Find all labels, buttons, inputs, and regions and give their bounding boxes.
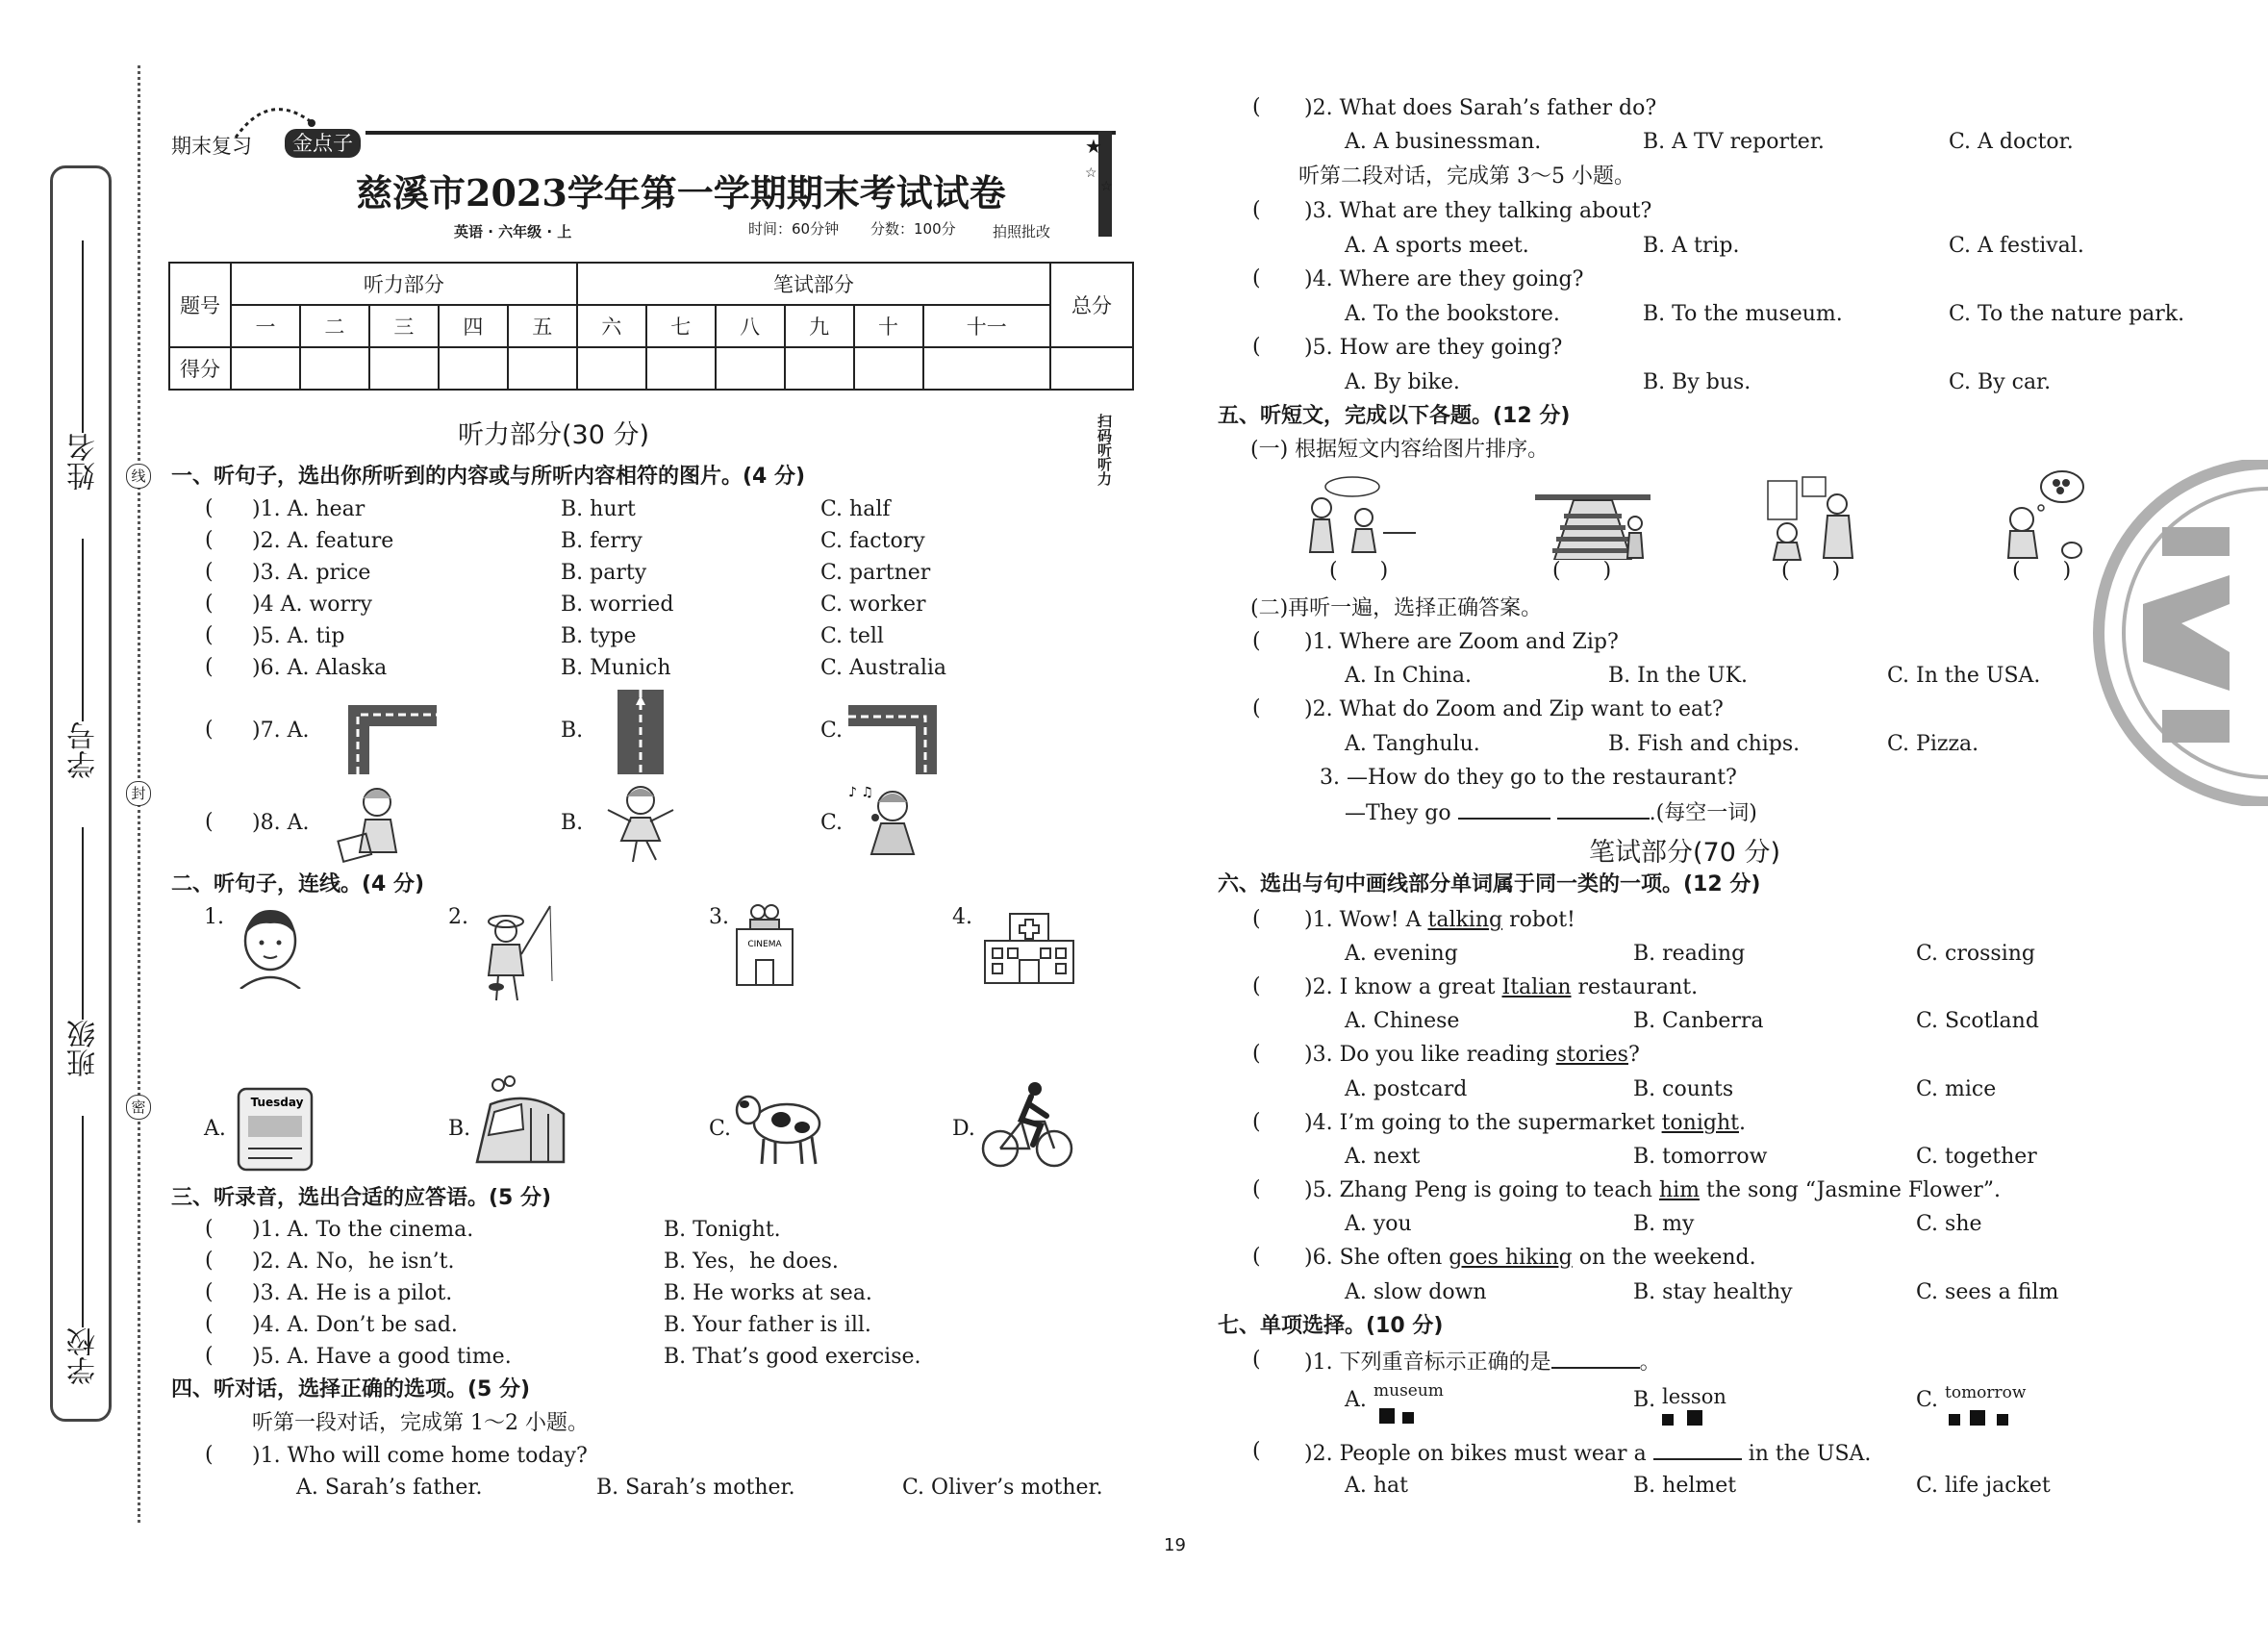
s4-q2-option-b[interactable]: B. A TV reporter. [1643,130,1825,154]
score-table-col: 七 [646,305,716,347]
stress-mark-weak [1997,1414,2008,1426]
stress-mark-weak [1949,1414,1960,1426]
section-5-title: 五、听短文，完成以下各题。(12 分) [1218,404,1571,428]
s4-q5-options [0,369,2268,396]
s5-order-blank-1[interactable]: ( ) [1329,559,1389,583]
s6-q4-underlined: tonight [1661,1111,1739,1135]
seal-mark-secret: 密 [126,1095,151,1120]
s2-num-1: 1. [204,905,224,929]
s5-q2-row: ( )2. What do Zoom and Zip want to eat? [1252,696,1724,721]
s6-q1-underlined: talking [1427,908,1503,932]
s6-q1-option-a[interactable]: A. evening [1345,942,1458,966]
stress-mark-weak [1662,1414,1674,1426]
s3-row: ( )1. A. To the cinema. B. Tonight. [205,1217,781,1242]
girl-singing-icon [846,779,933,866]
s1-row: ( )4 A. worry B. worried C. worker [205,592,926,617]
score-table-col: 四 [439,305,508,347]
s4-q3-row: ( )3. What are they talking about? [1252,198,1652,223]
s1-option-c[interactable]: C. partner [820,561,931,585]
s3-row: ( )2. A. No，he isn’t. B. Yes，he does. [205,1249,839,1274]
s4-part2: 听第二段对话，完成第 3～5 小题。 [1298,164,1635,189]
exam-title: 慈溪市2023学年第一学期期末考试试卷 [356,171,1006,215]
s6-q3-underlined: stories [1555,1043,1628,1067]
s1-row: ( )1. A. hear B. hurt C. half [205,496,891,521]
s2-num-3: 3. [709,905,729,929]
s5-q2-option-c[interactable]: C. Pizza. [1887,732,1979,756]
s4-q2-option-a[interactable]: A. A businessman. [1345,130,1542,154]
s1-q7-option-b[interactable]: B. [561,719,584,743]
binding-name-label: 姓名 [67,433,101,491]
star-icon: ★ [1085,135,1102,158]
s4-part1: 听第一段对话，完成第 1～2 小题。 [252,1411,589,1435]
s6-q3-row: ( )3. Do you like reading stories? [1252,1042,1640,1067]
section-7-title: 七、单项选择。(10 分) [1218,1314,1444,1338]
score-table-col: 三 [369,305,439,347]
s6-q4-option-a[interactable]: A. next [1345,1145,1421,1169]
s6-q4-options [0,1144,2268,1171]
s5-q3-answer-suffix: .(每空一词) [1649,801,1757,825]
s4-q3-options [0,233,2268,260]
s6-q5-option-b[interactable]: B. my [1633,1212,1695,1236]
s4-q3-option-c[interactable]: C. A festival. [1949,234,2084,258]
s2-num-4: 4. [952,905,972,929]
star-icon: ☆ [1100,179,1113,194]
s6-q5-option-c[interactable]: C. she [1916,1212,1982,1236]
s1-option-a[interactable]: )3. A. price [252,561,371,585]
s6-q4-option-b[interactable]: B. tomorrow [1633,1145,1768,1169]
s4-q1-text: )1. Who will come home today? [252,1444,588,1468]
s6-q6-option-a[interactable]: A. slow down [1345,1280,1487,1304]
s7-q1-option-b[interactable]: B. lesson [1633,1381,1768,1435]
s3-option-a[interactable]: )3. A. He is a pilot. [252,1281,453,1305]
s1-option-c[interactable]: C. Australia [820,656,947,680]
s3-option-b[interactable]: B. Tonight. [664,1218,781,1242]
s6-q6-option-b[interactable]: B. stay healthy [1633,1280,1793,1304]
s1-option-c[interactable]: C. tell [820,624,884,648]
s5-q3-blank-2[interactable] [1557,798,1650,820]
s6-q1-options [0,941,2268,968]
s1-option-a[interactable]: )5. A. tip [252,624,345,648]
s4-q5-text: )5. How are they going? [1304,336,1563,360]
stress-word-museum: museum [1373,1381,1444,1401]
s6-q6-option-c[interactable]: C. sees a film [1916,1280,2059,1304]
s4-q4-option-b[interactable]: B. To the museum. [1643,302,1843,326]
s5-part2: (二)再听一遍，选择正确答案。 [1250,596,1543,620]
section-1-title: 一、听句子，选出你所听到的内容或与所听内容相符的图片。(4 分) [171,465,806,489]
s1-q8-option-c[interactable]: C. [820,811,844,835]
scan-listen-label: 扫码听听力 [1096,414,1113,486]
s6-q5-underlined: him [1658,1178,1701,1202]
s5-q3-question: 3. —How do they go to the restaurant? [1320,766,1737,790]
s6-q6-row: ( )6. She often goes hiking on the weekend. [1252,1245,1756,1270]
score-table-col: 八 [716,305,785,347]
s1-option-b[interactable]: B. worried [561,593,674,617]
s1-option-b[interactable]: B. party [561,561,647,585]
s6-q2-option-b[interactable]: B. Canberra [1633,1009,1764,1033]
s6-q6-underlined: goes hiking [1449,1246,1573,1270]
girl-dancing-icon [602,781,679,864]
s3-option-b[interactable]: B. Yes，he does. [664,1250,839,1274]
scene-thinking-food-icon [1999,469,2095,562]
s3-option-a[interactable]: )5. A. Have a good time. [252,1345,512,1369]
s1-option-c[interactable]: C. half [820,497,891,521]
s6-q2-underlined: Italian [1501,975,1572,999]
s5-q1-option-b[interactable]: B. In the UK. [1608,664,1748,688]
scene-characters-talking-icon [1302,475,1418,558]
s5-q2-text: )2. What do Zoom and Zip want to eat? [1304,697,1724,721]
s4-q4-option-c[interactable]: C. To the nature park. [1949,302,2185,326]
score-table-col: 二 [300,305,369,347]
stress-mark-strong [1970,1410,1985,1426]
s6-q2-option-c[interactable]: C. Scotland [1916,1009,2039,1033]
score-table-written: 笔试部分 [577,263,1050,305]
s4-q5-row: ( )5. How are they going? [1252,335,1563,360]
s4-q2-text: )2. What does Sarah’s father do? [1304,96,1657,120]
listening-title: 听力部分(30 分) [458,420,650,450]
s4-q3-text: )3. What are they talking about? [1304,199,1652,223]
s4-q3-option-a[interactable]: A. A sports meet. [1345,234,1529,258]
score-table-total: 总分 [1050,263,1133,347]
s5-q1-option-c[interactable]: C. In the USA. [1887,664,2041,688]
s2-num-2: 2. [448,905,468,929]
s2-letter-b: B. [448,1117,471,1141]
s1-q7-option-a[interactable]: )7. A. [252,719,310,743]
s5-q1-row: ( )1. Where are Zoom and Zip? [1252,629,1619,654]
s7-q2-row: ( )2. People on bikes must wear a in the USA. [1252,1439,1872,1466]
s6-q5-option-a[interactable]: A. you [1345,1212,1412,1236]
s4-q5-option-b[interactable]: B. By bus. [1643,370,1751,394]
s7-q2-options [0,1473,2268,1500]
s3-option-a[interactable]: )4. A. Don’t be sad. [252,1313,458,1337]
s6-q3-option-a[interactable]: A. postcard [1345,1077,1468,1101]
score-table-col: 九 [785,305,854,347]
s1-q8-option-a[interactable]: )8. A. [252,811,310,835]
score-table-listening: 听力部分 [231,263,577,305]
s5-q3-answer-prefix: —They go [1345,801,1451,825]
s7-q1-option-c[interactable]: C. tomorrow [1916,1381,2070,1435]
s5-q2-option-b[interactable]: B. Fish and chips. [1608,732,1801,756]
s2-letter-c: C. [709,1117,732,1141]
s1-option-a[interactable]: )4 A. worry [252,593,372,617]
s5-order-blank-3[interactable]: ( ) [1781,559,1841,583]
girl-drawing-icon [337,781,417,864]
s6-q4-option-c[interactable]: C. together [1916,1145,2037,1169]
s1-option-b[interactable]: B. hurt [561,497,636,521]
s2-letter-d: D. [952,1117,975,1141]
s1-row: ( )2. A. feature B. ferry C. factory [205,528,925,553]
s3-option-b[interactable]: B. That’s good exercise. [664,1345,921,1369]
s3-option-a[interactable]: )1. A. To the cinema. [252,1218,474,1242]
s4-q2-option-c[interactable]: C. A doctor. [1949,130,2074,154]
s7-q2-option-a[interactable]: A. hat [1345,1474,1408,1498]
s5-part1: (一) 根据短文内容给图片排序。 [1250,438,1550,462]
s7-q2-blank[interactable] [1653,1439,1742,1460]
s6-q2-option-a[interactable]: A. Chinese [1345,1009,1460,1033]
s6-q5-row: ( )5. Zhang Peng is going to teach him the song “Jasmine Flower”. [1252,1177,2002,1202]
stress-mark-weak [1402,1412,1414,1424]
section-6-title: 六、选出与句中画线部分单词属于同一类的一项。(12 分) [1218,872,1761,896]
s5-q2-options [0,731,2268,758]
s1-option-c[interactable]: C. worker [820,593,926,617]
s2-letter-a: A. [204,1117,226,1141]
s3-option-b[interactable]: B. Your father is ill. [664,1313,871,1337]
s6-q1-row: ( )1. Wow! A talking robot! [1252,907,1575,932]
s4-q3-option-b[interactable]: B. A trip. [1643,234,1740,258]
s5-order-blank-2[interactable]: ( ) [1552,559,1612,583]
scene-city-people-icon [1764,475,1887,562]
score-table-col: 五 [508,305,577,347]
written-title: 笔试部分(70 分) [1589,838,1781,868]
page-number: 19 [1164,1535,1186,1555]
s4-q2-row: ( )2. What does Sarah’s father do? [1252,95,1657,120]
score-table-col: 十一 [923,305,1050,347]
s4-q4-row: ( )4. Where are they going? [1252,266,1584,291]
s1-option-c[interactable]: C. factory [820,529,925,553]
s6-q3-option-c[interactable]: C. mice [1916,1077,1997,1101]
exam-subject: 英语 · 六年级 · 上 [454,223,572,240]
s6-q1-option-b[interactable]: B. reading [1633,942,1746,966]
binding-school-label: 学校 [67,1327,101,1385]
star-icon: ☆ [1085,165,1097,181]
s6-q1-option-c[interactable]: C. crossing [1916,942,2035,966]
svg-text:♪ ♫: ♪ ♫ [848,785,873,800]
s1-option-b[interactable]: B. type [561,624,637,648]
s1-row: ( )5. A. tip B. type C. tell [205,623,884,648]
s5-q2-option-a[interactable]: A. Tanghulu. [1345,732,1480,756]
exam-score: 分数：100分 [870,220,956,238]
s7-q2-option-c[interactable]: C. life jacket [1916,1474,2051,1498]
photo-grading-label: 拍照批改 [993,223,1051,240]
seal-mark-seal: 封 [126,781,151,806]
watermark-seal-icon [2085,460,2268,806]
s6-q6-options [0,1279,2268,1306]
scene-crosswalk-icon [1535,475,1651,560]
s1-q8-row: ( )8. A. B. C. [205,810,844,835]
s7-q1-row: ( )1. 下列重音标示正确的是 。 [1252,1348,1661,1375]
s6-q2-row: ( )2. I know a great Italian restaurant. [1252,974,1699,999]
s3-option-a[interactable]: )2. A. No，he isn’t. [252,1250,455,1274]
s7-q1-blank[interactable] [1551,1348,1640,1369]
stress-mark-strong [1379,1408,1395,1424]
s7-q2-text: )2. People on bikes must wear a in the USA. [1304,1439,1871,1468]
s1-option-a[interactable]: )2. A. feature [252,529,394,553]
calendar-day: Tuesday [250,1096,304,1109]
s4-q1-option-c[interactable]: C. Oliver’s mother. [902,1476,1103,1500]
s6-q5-text: )5. Zhang Peng is going to teach him the song “Jasmine Flower”. [1304,1178,2002,1202]
s1-row: ( )6. A. Alaska B. Munich C. Australia [205,655,947,680]
s5-q1-options [0,663,2268,690]
seal-mark-line: 线 [126,464,151,489]
binding-class-label: 班级 [67,1020,101,1077]
s1-option-a[interactable]: )1. A. hear [252,497,365,521]
s4-q1-option-b[interactable]: B. Sarah’s mother. [596,1476,795,1500]
s1-q8-option-b[interactable]: B. [561,811,584,835]
exam-time: 时间：60分钟 [748,220,840,238]
header-brand-badge: 金点子 [285,129,361,158]
s5-q1-text: )1. Where are Zoom and Zip? [1304,630,1619,654]
score-table-col: 六 [577,305,646,347]
s6-q4-text: )4. I’m going to the supermarket tonight. [1304,1111,1746,1135]
s6-q6-text: )6. She often goes hiking on the weekend. [1304,1246,1756,1270]
s4-q5-option-c[interactable]: C. By car. [1949,370,2052,394]
s6-q1-text: )1. Wow! A talking robot! [1304,908,1575,932]
cinema-sign: CINEMA [747,940,782,949]
s5-q1-option-a[interactable]: A. In China. [1345,664,1473,688]
header-series: 期末复习 [171,135,252,158]
s1-row: ( )3. A. price B. party C. partner [205,560,931,585]
s7-q1-option-a[interactable]: A. museum [1345,1381,1479,1435]
s3-option-b[interactable]: B. He works at sea. [664,1281,872,1305]
s1-option-a[interactable]: )6. A. Alaska [252,656,388,680]
s4-q4-options [0,301,2268,328]
s7-q2-option-b[interactable]: B. helmet [1633,1474,1737,1498]
s6-q3-text: )3. Do you like reading stories? [1304,1043,1640,1067]
score-table-col: 一 [231,305,300,347]
s1-option-b[interactable]: B. ferry [561,529,643,553]
s3-row: ( )5. A. Have a good time. B. That’s good exercise. [205,1344,921,1369]
s6-q5-options [0,1211,2268,1238]
score-table-label-number: 题号 [169,263,231,347]
s5-order-blank-4[interactable]: ( ) [2012,559,2072,583]
s5-q3-blank-1[interactable] [1458,798,1550,820]
s4-q4-text: )4. Where are they going? [1304,267,1584,291]
s4-q2-options [0,129,2268,156]
stress-word-tomorrow: tomorrow [1945,1383,2027,1402]
s4-q4-option-a[interactable]: A. To the bookstore. [1345,302,1560,326]
s5-q3-answer [1345,798,1757,827]
s6-q3-options [0,1076,2268,1103]
s7-q1-text: )1. 下列重音标示正确的是 。 [1304,1348,1661,1376]
score-table-label-score: 得分 [169,347,231,390]
stress-word-lesson: lesson [1662,1385,1726,1408]
s1-option-b[interactable]: B. Munich [561,656,671,680]
s1-q7-row: ( )7. A. B. C. [205,718,844,743]
s4-q1-row: ( )1. Who will come home today? [205,1443,588,1468]
section-4-title: 四、听对话，选择正确的选项。(5 分) [171,1377,531,1401]
s3-row: ( )4. A. Don’t be sad. B. Your father is ill. [205,1312,871,1337]
score-table-col: 十 [854,305,923,347]
s4-q5-option-a[interactable]: A. By bike. [1345,370,1460,394]
s6-q4-row: ( )4. I’m going to the supermarket tonight. [1252,1110,1746,1135]
s4-q1-option-a[interactable]: A. Sarah’s father. [296,1476,483,1500]
binding-student-no-label: 学号 [67,721,101,779]
s6-q2-options [0,1008,2268,1035]
s1-q7-option-c[interactable]: C. [820,719,844,743]
stress-mark-strong [1687,1410,1702,1426]
s3-row: ( )3. A. He is a pilot. B. He works at sea. [205,1280,872,1305]
s6-q3-option-b[interactable]: B. counts [1633,1077,1734,1101]
section-2-title: 二、听句子，连线。(4 分) [171,872,425,896]
s6-q2-text: )2. I know a great Italian restaurant. [1304,975,1699,999]
section-3-title: 三、听录音，选出合适的应答语。(5 分) [171,1186,552,1210]
